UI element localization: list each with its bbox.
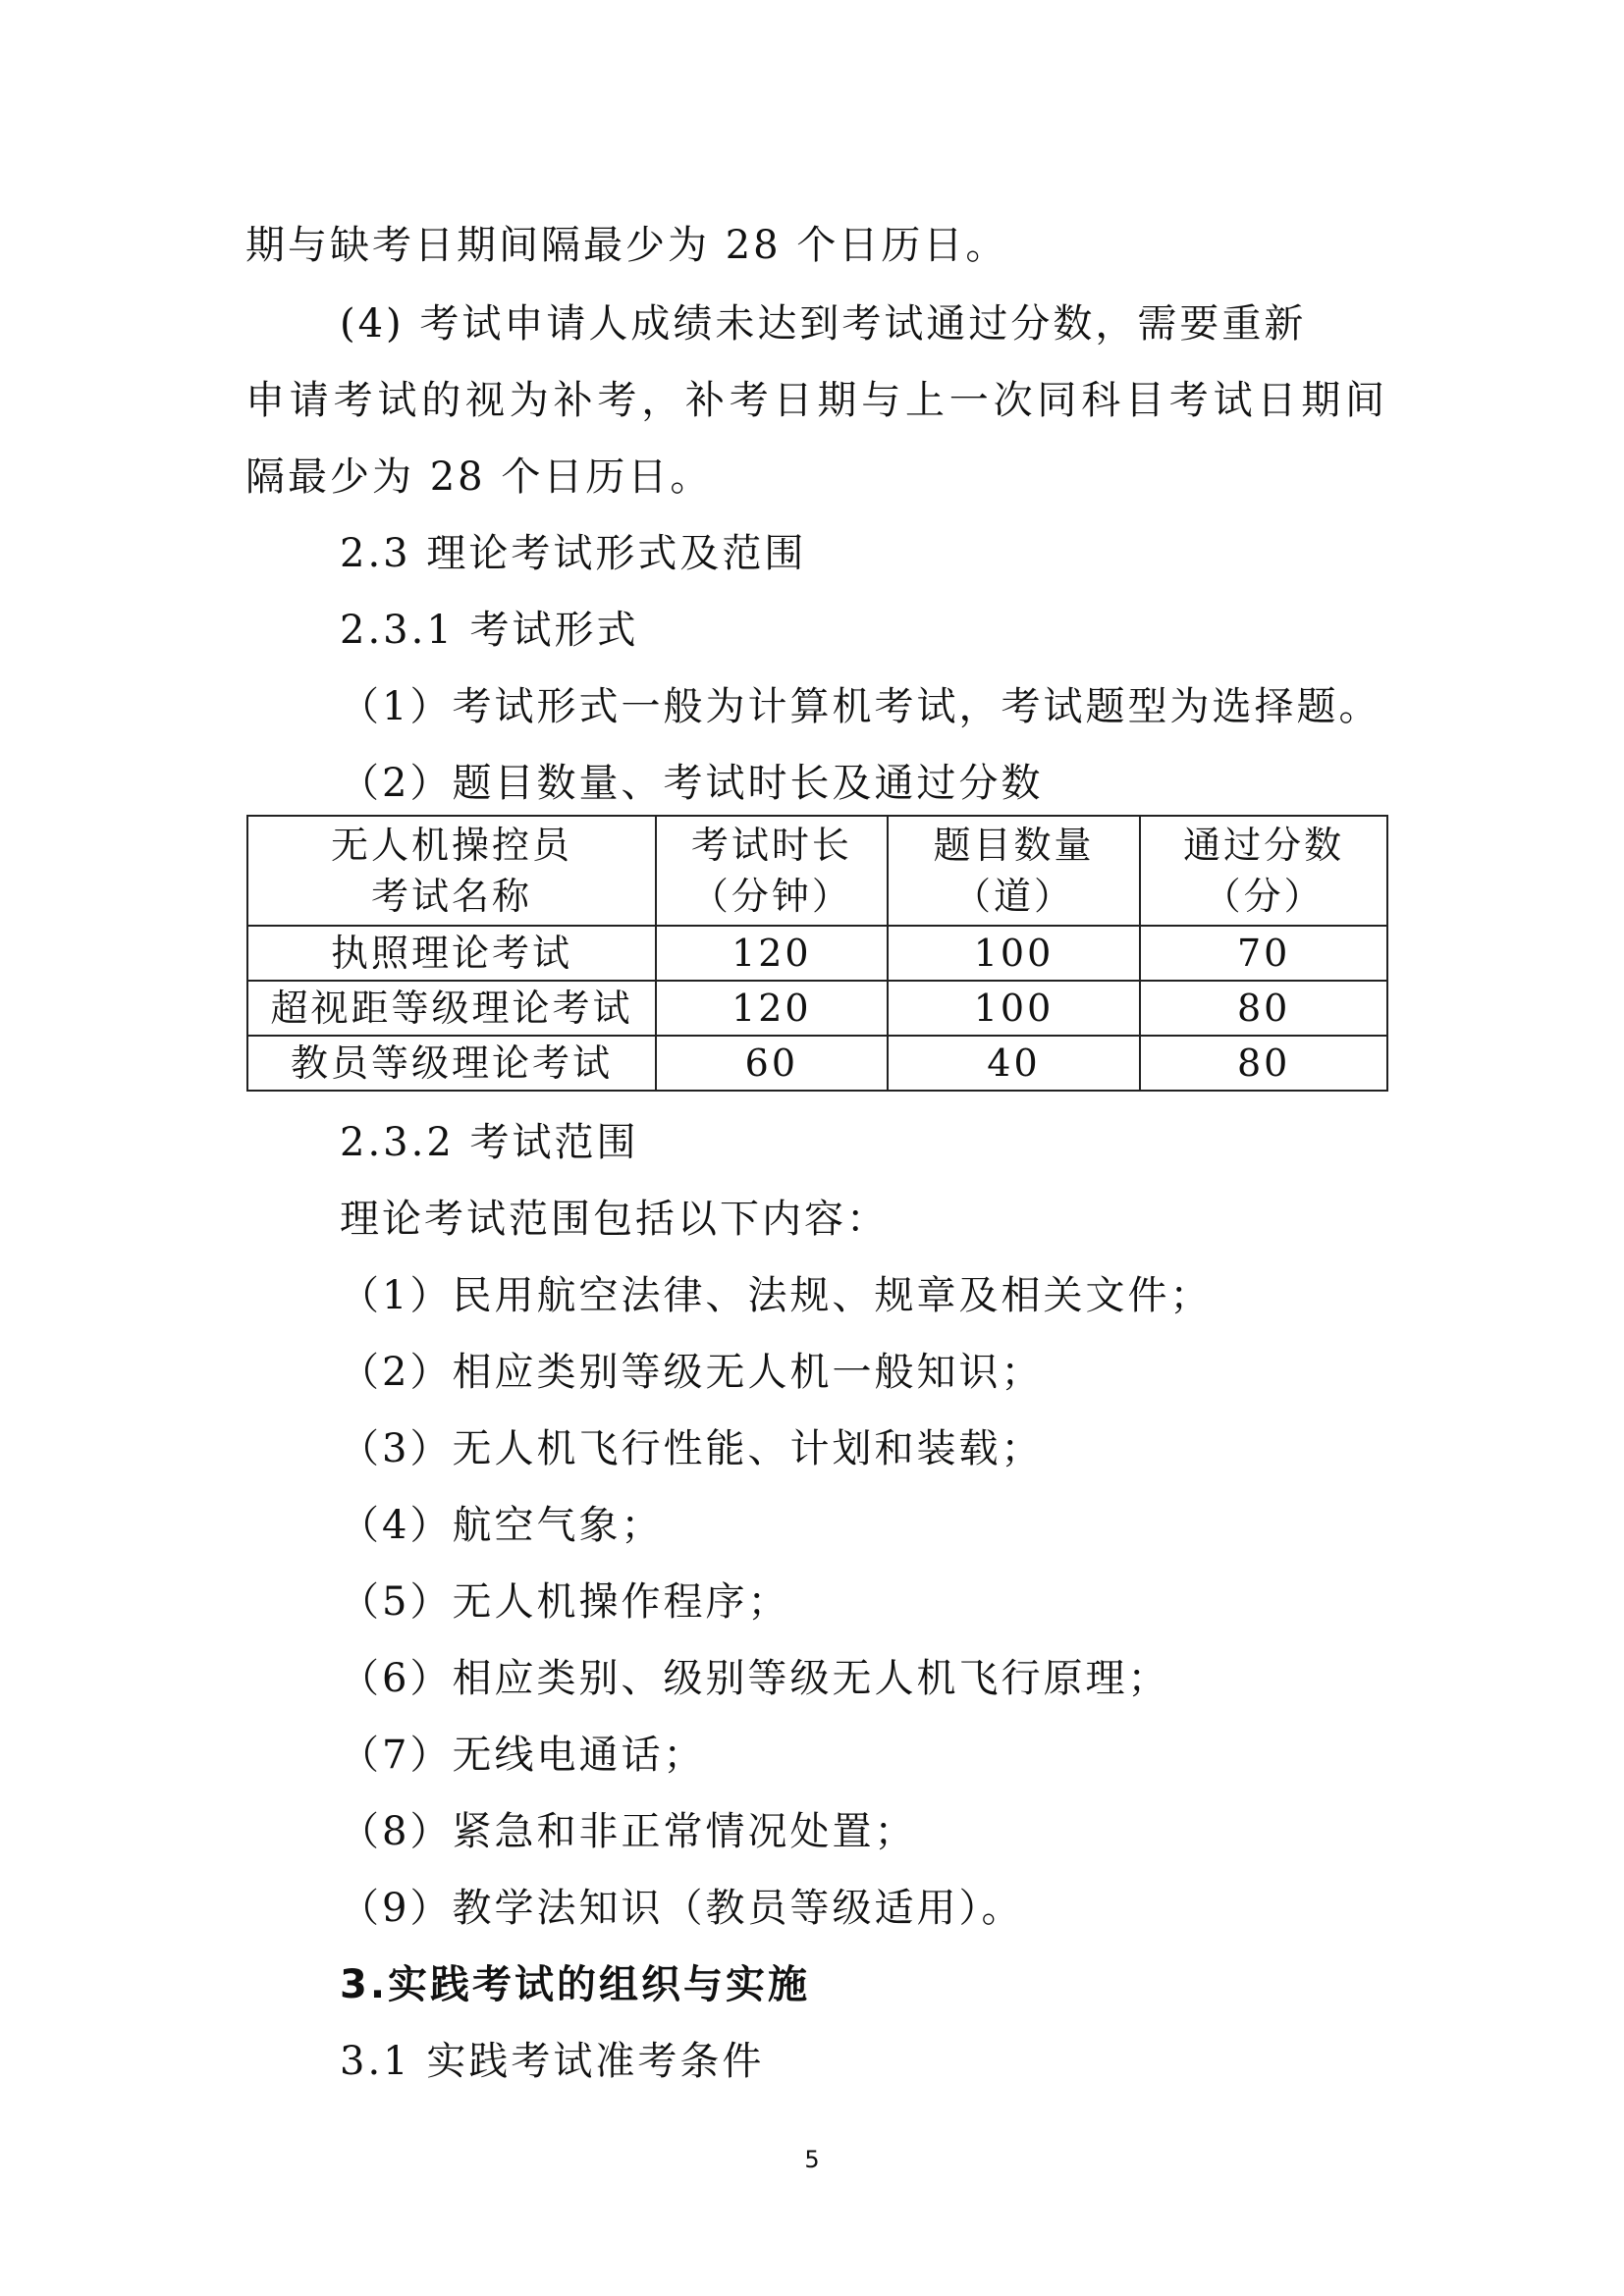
scope-item-4: （4）航空气象； (340, 1503, 664, 1548)
scope-item-3: （3）无人机飞行性能、计划和装载； (340, 1426, 1044, 1471)
header-line: （分） (1203, 875, 1325, 918)
table-header-row (247, 816, 1387, 926)
table-row (247, 926, 1387, 981)
header-line: 题目数量 (933, 824, 1095, 867)
section-heading-2-3-1: 2.3.1 考试形式 (340, 608, 639, 653)
scope-item-7: （7）无线电通话； (340, 1733, 706, 1778)
scope-item-6: （6）相应类别、级别等级无人机飞行原理； (340, 1656, 1170, 1701)
paragraph-line: 期与缺考日期间隔最少为 28 个日历日。 (245, 223, 1008, 268)
scope-item-2: （2）相应类别等级无人机一般知识； (340, 1350, 1044, 1395)
form-item-2: （2）题目数量、考试时长及通过分数 (340, 761, 1044, 806)
table-row (247, 981, 1387, 1036)
table-cell: 120 (656, 926, 888, 981)
paragraph-line: 申请考试的视为补考，补考日期与上一次同科目考试日期间 (245, 378, 1384, 423)
table-cell: 100 (888, 926, 1141, 981)
header-line: 考试时长 (690, 824, 852, 867)
table-cell: 120 (656, 981, 888, 1036)
table-cell: 100 (888, 981, 1141, 1036)
scope-item-5: （5）无人机操作程序； (340, 1579, 790, 1625)
form-item-1: （1）考试形式一般为计算机考试，考试题型为选择题。 (340, 684, 1381, 729)
table-header-cell (247, 816, 656, 926)
section-heading-3: 3.实践考试的组织与实施 (340, 1962, 811, 2007)
section-heading-2-3: 2.3 理论考试形式及范围 (340, 531, 807, 576)
table-cell: 40 (888, 1036, 1141, 1091)
header-line: 无人机操控员 (331, 824, 573, 867)
paragraph-line: 隔最少为 28 个日历日。 (245, 454, 713, 500)
exam-table (246, 815, 1388, 1092)
table-cell: 80 (1140, 981, 1387, 1036)
table-header-cell (1140, 816, 1387, 926)
table-cell: 教员等级理论考试 (247, 1036, 656, 1091)
table-cell: 60 (656, 1036, 888, 1091)
table-row (247, 1036, 1387, 1091)
table-cell: 80 (1140, 1036, 1387, 1091)
table-cell: 超视距等级理论考试 (247, 981, 656, 1036)
section-heading-2-3-2: 2.3.2 考试范围 (340, 1120, 639, 1165)
header-line: （分钟） (690, 875, 852, 918)
scope-item-1: （1）民用航空法律、法规、规章及相关文件； (340, 1273, 1213, 1318)
table-cell: 70 (1140, 926, 1387, 981)
paragraph-line: (4) 考试申请人成绩未达到考试通过分数，需要重新 (340, 301, 1307, 347)
scope-intro: 理论考试范围包括以下内容： (340, 1197, 889, 1242)
page-number: 5 (804, 2146, 820, 2173)
table-header-cell (656, 816, 888, 926)
header-line: 考试名称 (371, 875, 533, 918)
section-heading-3-1: 3.1 实践考试准考条件 (340, 2039, 765, 2084)
table-header-cell (888, 816, 1141, 926)
header-line: 通过分数 (1183, 824, 1345, 867)
header-line: （道） (952, 875, 1074, 918)
table-cell: 执照理论考试 (247, 926, 656, 981)
scope-item-8: （8）紧急和非正常情况处置； (340, 1809, 917, 1854)
scope-item-9: （9）教学法知识（教员等级适用）。 (340, 1886, 1024, 1931)
